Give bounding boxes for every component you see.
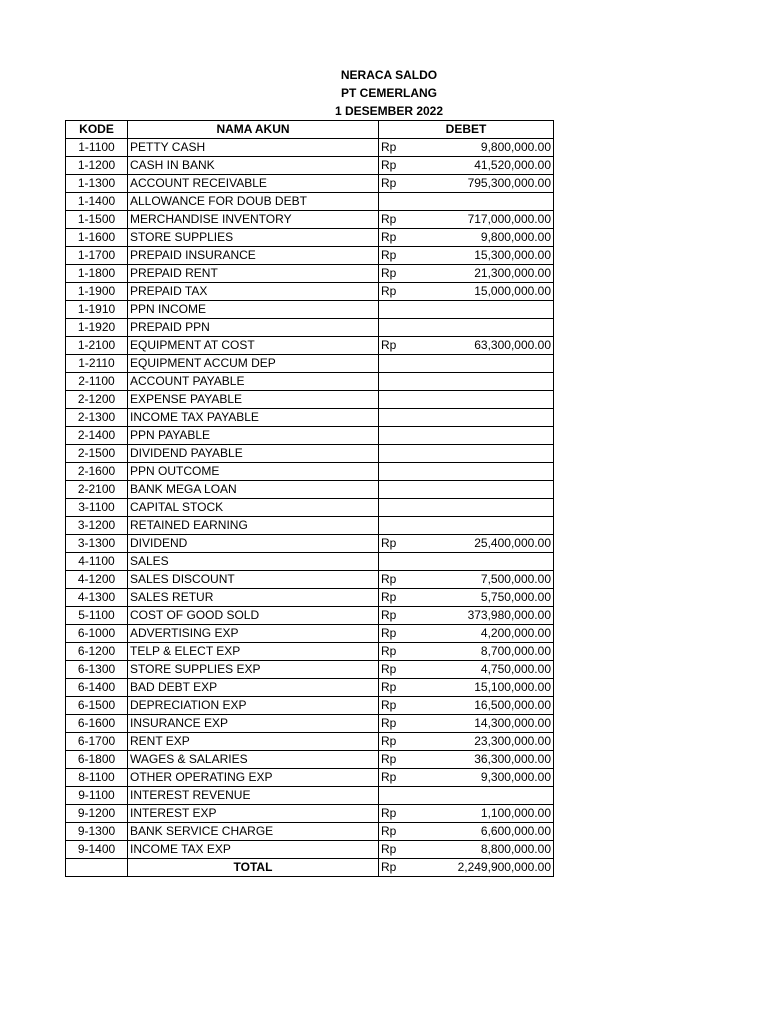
debit-amount xyxy=(440,319,554,337)
account-name: STORE SUPPLIES xyxy=(128,229,379,247)
account-code: 4-1100 xyxy=(66,553,128,571)
currency-label: Rp xyxy=(379,697,440,715)
currency-label: Rp xyxy=(379,751,440,769)
account-code: 6-1400 xyxy=(66,679,128,697)
debit-amount xyxy=(440,481,554,499)
debit-amount: 795,300,000.00 xyxy=(440,175,554,193)
debit-amount: 4,750,000.00 xyxy=(440,661,554,679)
account-name: DIVIDEND PAYABLE xyxy=(128,445,379,463)
account-code: 3-1300 xyxy=(66,535,128,553)
account-code: 1-1200 xyxy=(66,157,128,175)
table-row xyxy=(66,481,554,499)
debit-amount: 15,100,000.00 xyxy=(440,679,554,697)
currency-label: Rp xyxy=(379,805,440,823)
table-row xyxy=(66,553,554,571)
table-row xyxy=(66,823,554,841)
account-code: 9-1300 xyxy=(66,823,128,841)
currency-label xyxy=(379,301,440,319)
table-row xyxy=(66,139,554,157)
debit-amount: 6,600,000.00 xyxy=(440,823,554,841)
table-row xyxy=(66,643,554,661)
currency-label: Rp xyxy=(379,679,440,697)
account-name: STORE SUPPLIES EXP xyxy=(128,661,379,679)
account-code: 4-1300 xyxy=(66,589,128,607)
debit-amount: 7,500,000.00 xyxy=(440,571,554,589)
account-name: EQUIPMENT ACCUM DEP xyxy=(128,355,379,373)
account-code: 2-2100 xyxy=(66,481,128,499)
table-row xyxy=(66,409,554,427)
currency-label xyxy=(379,355,440,373)
table-header-row xyxy=(66,121,554,139)
currency-label xyxy=(379,517,440,535)
account-name: EQUIPMENT AT COST xyxy=(128,337,379,355)
debit-amount: 9,800,000.00 xyxy=(440,229,554,247)
debit-amount: 717,000,000.00 xyxy=(440,211,554,229)
debit-amount: 4,200,000.00 xyxy=(440,625,554,643)
account-name: INTEREST EXP xyxy=(128,805,379,823)
table-row xyxy=(66,499,554,517)
currency-label: Rp xyxy=(379,229,440,247)
account-name: INTEREST REVENUE xyxy=(128,787,379,805)
table-row xyxy=(66,733,554,751)
currency-label: Rp xyxy=(379,535,440,553)
account-code: 2-1400 xyxy=(66,427,128,445)
debit-amount: 25,400,000.00 xyxy=(440,535,554,553)
account-code: 9-1200 xyxy=(66,805,128,823)
column-header-debet: DEBET xyxy=(379,121,554,139)
table-row xyxy=(66,355,554,373)
account-code: 1-1500 xyxy=(66,211,128,229)
account-code: 6-1700 xyxy=(66,733,128,751)
currency-label xyxy=(379,553,440,571)
account-name: BAD DEBT EXP xyxy=(128,679,379,697)
report-date: 1 DESEMBER 2022 xyxy=(334,104,444,118)
total-empty-cell xyxy=(66,859,128,877)
account-name: WAGES & SALARIES xyxy=(128,751,379,769)
report-title: NERACA SALDO xyxy=(340,68,438,82)
account-name: PREPAID PPN xyxy=(128,319,379,337)
total-amount: 2,249,900,000.00 xyxy=(440,859,554,877)
currency-label xyxy=(379,463,440,481)
debit-amount: 63,300,000.00 xyxy=(440,337,554,355)
debit-amount: 1,100,000.00 xyxy=(440,805,554,823)
account-name: OTHER OPERATING EXP xyxy=(128,769,379,787)
account-name: PREPAID INSURANCE xyxy=(128,247,379,265)
account-code: 1-1910 xyxy=(66,301,128,319)
debit-amount: 9,300,000.00 xyxy=(440,769,554,787)
table-row xyxy=(66,661,554,679)
account-name: SALES xyxy=(128,553,379,571)
table-row xyxy=(66,751,554,769)
account-name: INSURANCE EXP xyxy=(128,715,379,733)
table-row xyxy=(66,787,554,805)
account-name: SALES DISCOUNT xyxy=(128,571,379,589)
account-code: 1-2100 xyxy=(66,337,128,355)
account-name: PREPAID RENT xyxy=(128,265,379,283)
account-code: 8-1100 xyxy=(66,769,128,787)
currency-label: Rp xyxy=(379,715,440,733)
account-name: DIVIDEND xyxy=(128,535,379,553)
table-row xyxy=(66,157,554,175)
currency-label: Rp xyxy=(379,283,440,301)
total-currency: Rp xyxy=(379,859,440,877)
table-row xyxy=(66,175,554,193)
account-name: PPN OUTCOME xyxy=(128,463,379,481)
table-row xyxy=(66,193,554,211)
currency-label: Rp xyxy=(379,265,440,283)
account-code: 6-1200 xyxy=(66,643,128,661)
account-name: SALES RETUR xyxy=(128,589,379,607)
debit-amount: 5,750,000.00 xyxy=(440,589,554,607)
account-code: 2-1600 xyxy=(66,463,128,481)
debit-amount: 9,800,000.00 xyxy=(440,139,554,157)
account-code: 1-1920 xyxy=(66,319,128,337)
currency-label: Rp xyxy=(379,175,440,193)
debit-amount: 15,000,000.00 xyxy=(440,283,554,301)
total-row xyxy=(66,859,554,877)
currency-label: Rp xyxy=(379,139,440,157)
account-code: 1-1900 xyxy=(66,283,128,301)
currency-label: Rp xyxy=(379,211,440,229)
debit-amount: 14,300,000.00 xyxy=(440,715,554,733)
currency-label xyxy=(379,481,440,499)
currency-label: Rp xyxy=(379,571,440,589)
account-name: TELP & ELECT EXP xyxy=(128,643,379,661)
table-row xyxy=(66,697,554,715)
table-row xyxy=(66,463,554,481)
account-code: 1-1600 xyxy=(66,229,128,247)
debit-amount: 15,300,000.00 xyxy=(440,247,554,265)
account-code: 1-1700 xyxy=(66,247,128,265)
currency-label xyxy=(379,319,440,337)
table-row xyxy=(66,373,554,391)
table-row xyxy=(66,625,554,643)
total-label: TOTAL xyxy=(128,859,379,877)
account-name: INCOME TAX PAYABLE xyxy=(128,409,379,427)
currency-label: Rp xyxy=(379,733,440,751)
account-name: ALLOWANCE FOR DOUB DEBT xyxy=(128,193,379,211)
table-row xyxy=(66,805,554,823)
debit-amount xyxy=(440,445,554,463)
currency-label xyxy=(379,409,440,427)
debit-amount xyxy=(440,355,554,373)
column-header-kode: KODE xyxy=(66,121,128,139)
debit-amount xyxy=(440,427,554,445)
debit-amount: 8,700,000.00 xyxy=(440,643,554,661)
currency-label: Rp xyxy=(379,841,440,859)
table-row xyxy=(66,535,554,553)
currency-label xyxy=(379,787,440,805)
debit-amount: 21,300,000.00 xyxy=(440,265,554,283)
account-name: DEPRECIATION EXP xyxy=(128,697,379,715)
table-row xyxy=(66,607,554,625)
account-code: 2-1200 xyxy=(66,391,128,409)
debit-amount xyxy=(440,193,554,211)
account-code: 9-1400 xyxy=(66,841,128,859)
table-row xyxy=(66,445,554,463)
currency-label xyxy=(379,373,440,391)
table-row xyxy=(66,301,554,319)
currency-label: Rp xyxy=(379,769,440,787)
company-name: PT CEMERLANG xyxy=(341,86,437,100)
currency-label: Rp xyxy=(379,337,440,355)
table-row xyxy=(66,247,554,265)
table-row xyxy=(66,679,554,697)
account-name: EXPENSE PAYABLE xyxy=(128,391,379,409)
table-row xyxy=(66,427,554,445)
account-code: 6-1000 xyxy=(66,625,128,643)
trial-balance-table xyxy=(65,120,554,877)
account-code: 1-1800 xyxy=(66,265,128,283)
debit-amount: 373,980,000.00 xyxy=(440,607,554,625)
currency-label: Rp xyxy=(379,607,440,625)
currency-label: Rp xyxy=(379,823,440,841)
debit-amount xyxy=(440,409,554,427)
table-row xyxy=(66,571,554,589)
column-header-nama-akun: NAMA AKUN xyxy=(128,121,379,139)
account-code: 6-1300 xyxy=(66,661,128,679)
debit-amount: 23,300,000.00 xyxy=(440,733,554,751)
table-row xyxy=(66,589,554,607)
account-code: 9-1100 xyxy=(66,787,128,805)
account-code: 4-1200 xyxy=(66,571,128,589)
currency-label xyxy=(379,391,440,409)
account-name: BANK SERVICE CHARGE xyxy=(128,823,379,841)
account-name: ADVERTISING EXP xyxy=(128,625,379,643)
account-code: 3-1100 xyxy=(66,499,128,517)
debit-amount: 36,300,000.00 xyxy=(440,751,554,769)
table-row xyxy=(66,769,554,787)
table-row xyxy=(66,391,554,409)
debit-amount xyxy=(440,787,554,805)
account-name: MERCHANDISE INVENTORY xyxy=(128,211,379,229)
account-code: 6-1800 xyxy=(66,751,128,769)
debit-amount xyxy=(440,553,554,571)
account-name: ACCOUNT PAYABLE xyxy=(128,373,379,391)
currency-label xyxy=(379,445,440,463)
account-name: CASH IN BANK xyxy=(128,157,379,175)
debit-amount xyxy=(440,517,554,535)
account-name: PPN INCOME xyxy=(128,301,379,319)
account-code: 5-1100 xyxy=(66,607,128,625)
account-name: PPN PAYABLE xyxy=(128,427,379,445)
account-name: RETAINED EARNING xyxy=(128,517,379,535)
debit-amount xyxy=(440,373,554,391)
currency-label: Rp xyxy=(379,625,440,643)
table-row xyxy=(66,337,554,355)
currency-label xyxy=(379,193,440,211)
account-code: 1-1100 xyxy=(66,139,128,157)
currency-label: Rp xyxy=(379,157,440,175)
account-name: COST OF GOOD SOLD xyxy=(128,607,379,625)
account-name: INCOME TAX EXP xyxy=(128,841,379,859)
currency-label: Rp xyxy=(379,247,440,265)
table-row xyxy=(66,283,554,301)
currency-label xyxy=(379,499,440,517)
debit-amount: 41,520,000.00 xyxy=(440,157,554,175)
debit-amount: 8,800,000.00 xyxy=(440,841,554,859)
account-name: PETTY CASH xyxy=(128,139,379,157)
table-row xyxy=(66,715,554,733)
currency-label: Rp xyxy=(379,661,440,679)
debit-amount xyxy=(440,301,554,319)
debit-amount: 16,500,000.00 xyxy=(440,697,554,715)
table-row xyxy=(66,265,554,283)
account-name: PREPAID TAX xyxy=(128,283,379,301)
account-code: 2-1300 xyxy=(66,409,128,427)
account-code: 1-1300 xyxy=(66,175,128,193)
account-name: CAPITAL STOCK xyxy=(128,499,379,517)
currency-label: Rp xyxy=(379,589,440,607)
table-row xyxy=(66,841,554,859)
table-row xyxy=(66,517,554,535)
account-code: 1-2110 xyxy=(66,355,128,373)
currency-label: Rp xyxy=(379,643,440,661)
table-row xyxy=(66,211,554,229)
debit-amount xyxy=(440,463,554,481)
table-row xyxy=(66,319,554,337)
account-name: BANK MEGA LOAN xyxy=(128,481,379,499)
account-code: 2-1500 xyxy=(66,445,128,463)
account-code: 3-1200 xyxy=(66,517,128,535)
account-code: 6-1600 xyxy=(66,715,128,733)
account-code: 1-1400 xyxy=(66,193,128,211)
account-code: 6-1500 xyxy=(66,697,128,715)
table-body xyxy=(66,139,554,859)
debit-amount xyxy=(440,391,554,409)
account-name: ACCOUNT RECEIVABLE xyxy=(128,175,379,193)
debit-amount xyxy=(440,499,554,517)
table-row xyxy=(66,229,554,247)
currency-label xyxy=(379,427,440,445)
account-name: RENT EXP xyxy=(128,733,379,751)
account-code: 2-1100 xyxy=(66,373,128,391)
